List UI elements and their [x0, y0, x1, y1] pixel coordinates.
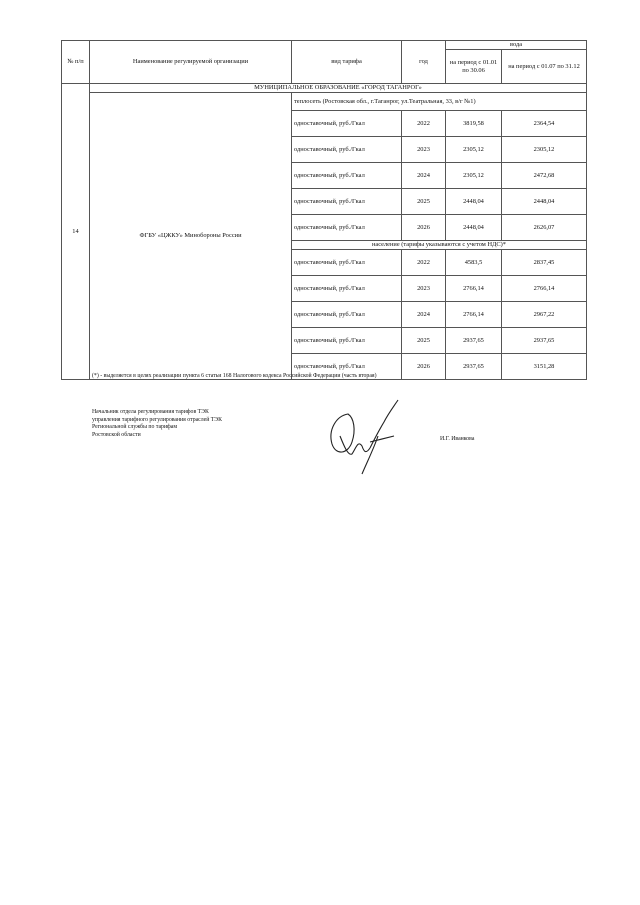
- municipality-title: МУНИЦИПАЛЬНОЕ ОБРАЗОВАНИЕ «ГОРОД ТАГАНРОГ»: [90, 84, 587, 93]
- organization-name: ФГБУ «ЦЖКУ» Минобороны России: [90, 93, 292, 380]
- tariff-period-1: 2937,65: [446, 328, 502, 354]
- tariff-year: 2023: [402, 137, 446, 163]
- tariff-type: одноставочный, руб./Гкал: [292, 137, 402, 163]
- tariff-type: одноставочный, руб./Гкал: [292, 215, 402, 241]
- header-year: год: [402, 41, 446, 84]
- handwritten-signature: [318, 396, 408, 478]
- header-tariff-type: вид тарифа: [292, 41, 402, 84]
- tariff-type: одноставочный, руб./Гкал: [292, 276, 402, 302]
- tariff-year: 2025: [402, 189, 446, 215]
- tariff-year: 2026: [402, 354, 446, 380]
- header-org: Наименование регулируемой организации: [90, 41, 292, 84]
- header-group: вода: [446, 41, 587, 50]
- tariff-type: одноставочный, руб./Гкал: [292, 163, 402, 189]
- tariff-period-1: 4583,5: [446, 250, 502, 276]
- tariff-type: одноставочный, руб./Гкал: [292, 111, 402, 137]
- tariff-type: одноставочный, руб./Гкал: [292, 250, 402, 276]
- tariff-type: одноставочный, руб./Гкал: [292, 189, 402, 215]
- tariff-period-2: 2472,68: [502, 163, 587, 189]
- row-number: 14: [62, 84, 90, 380]
- tariff-year: 2023: [402, 276, 446, 302]
- signatory-line: управления тарифного регулирования отраслей ТЭК: [92, 416, 222, 423]
- tariff-year: 2024: [402, 163, 446, 189]
- tariff-period-1: 2305,12: [446, 163, 502, 189]
- section-title: население (тарифы указываются с учетом НДС)*: [292, 241, 587, 250]
- tariff-year: 2022: [402, 111, 446, 137]
- tariff-period-1: 2305,12: [446, 137, 502, 163]
- tariff-period-2: 2967,22: [502, 302, 587, 328]
- tariff-period-2: 2448,04: [502, 189, 587, 215]
- tariff-period-2: 2937,65: [502, 328, 587, 354]
- signatory-line: Ростовской области: [92, 431, 141, 438]
- tariff-period-2: 2364,54: [502, 111, 587, 137]
- tariff-year: 2026: [402, 215, 446, 241]
- table-row: [62, 84, 587, 93]
- header-period-1: на период с 01.01 по 30.06: [446, 50, 502, 84]
- header-period-2: на период с 01.07 по 31.12: [502, 50, 587, 84]
- tariff-period-1: 2766,14: [446, 302, 502, 328]
- section-row: [62, 93, 587, 111]
- tariff-period-2: 2305,12: [502, 137, 587, 163]
- tariff-period-2: 2837,45: [502, 250, 587, 276]
- tariff-period-2: 2626,07: [502, 215, 587, 241]
- tariff-period-2: 3151,28: [502, 354, 587, 380]
- tariff-table: [61, 40, 587, 380]
- signatory-line: Начальник отдела регулирования тарифов ТЭК: [92, 409, 209, 415]
- tariff-year: 2024: [402, 302, 446, 328]
- tariff-period-1: 2448,04: [446, 215, 502, 241]
- tariff-period-1: 2937,65: [446, 354, 502, 380]
- signatory-title: [92, 409, 222, 439]
- tariff-period-1: 3819,58: [446, 111, 502, 137]
- tariff-year: 2025: [402, 328, 446, 354]
- section-title: теплосеть (Ростовская обл., г.Таганрог, ул.Театральная, 33, в/г №1): [292, 93, 587, 111]
- signatory-name: И.Г. Иванкова: [440, 436, 475, 442]
- tariff-type: одноставочный, руб./Гкал: [292, 302, 402, 328]
- header-num: № п/п: [62, 41, 90, 84]
- tariff-period-2: 2766,14: [502, 276, 587, 302]
- tariff-period-1: 2448,04: [446, 189, 502, 215]
- tariff-period-1: 2766,14: [446, 276, 502, 302]
- tariff-type: одноставочный, руб./Гкал: [292, 328, 402, 354]
- tariff-type: одноставочный, руб./Гкал: [292, 354, 402, 380]
- signatory-line: Региональной службы по тарифам: [92, 424, 178, 431]
- footnote: (*) - выделяется в целях реализации пункта 6 статьи 168 Налогового кодекса Российской Федерации (часть вторая): [92, 373, 377, 379]
- tariff-year: 2022: [402, 250, 446, 276]
